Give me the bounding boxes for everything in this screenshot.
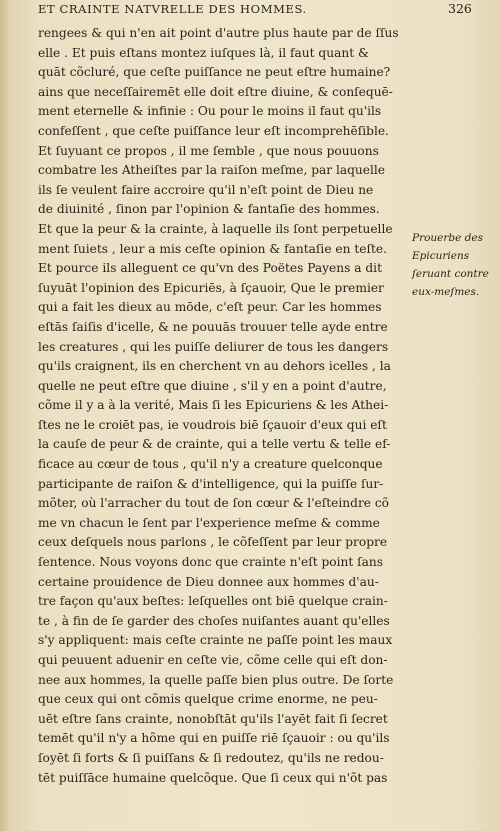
text-line: participante de raiſon & d'intelligence, qui la puiſſe ſur- [38,476,384,491]
text-line: uēt eſtre ſans crainte, nonobſtāt qu'ils l'ayēt fait ſi ſecret [38,711,388,726]
text-line: qui peuuent aduenir en ceſte vie, cõme celle qui eſt don- [38,653,388,667]
margin-note-line-2: Epicuriens [412,250,470,262]
text-line: ains que neceſſairemēt elle doit eſtre diuine, & conſequē- [38,84,393,99]
text-line: nee aux hommes, la quelle paſſe bien plus outre. De ſorte [38,672,394,687]
text-line: qu'ils craignent, ils en cherchent vn au dehors icelles , la [38,359,391,374]
page-gutter-shadow [0,0,10,831]
text-line: quelle ne peut eſtre que diuine , s'il y en a point d'autre, [38,378,387,393]
text-line: ficace au cœur de tous , qu'il n'y a creature quelconque [38,457,383,472]
text-line: la cauſe de peur & de crainte, qui a telle vertu & telle ef- [38,437,391,452]
text-line: tēt puiſſāce humaine quelcõque. Que ſi ceux qui n'õt pas [38,770,388,785]
body-text [38,24,454,788]
page-number: 326 [448,1,472,16]
text-line: elle . Et puis eſtans montez iuſques là, il faut quant & [38,45,369,60]
text-line: ſentence. Nous voyons donc que crainte n'eſt point ſans [38,555,384,570]
text-line: me vn chacun le ſent par l'experience meſme & comme [38,515,380,530]
text-line: les creatures , qui les puiſſe deliurer de tous les dangers [38,339,389,354]
text-line: ſuyuāt l'opinion des Epicuriēs, à ſçauoir, Que le premier [38,280,384,295]
text-line: confeſſent , que ceſte puiſſance leur eſt incomprehēſible. [38,123,389,138]
text-line: de diuinité , ſinon par l'opinion & fantaſie des hommes. [38,202,380,217]
text-line: cõme il y a à la verité, Mais ſi les Epicuriens & les Athei- [38,398,389,413]
margin-note-line-4: eux-meſmes. [412,286,480,298]
text-line: temēt qu'il n'y a hõme qui en puiſſe riē ſçauoir : ou qu'ils [38,731,390,746]
margin-note-line-1: Prouerbe des [412,232,483,244]
text-line: te , à fin de ſe garder des choſes nuiſantes auant qu'elles [38,613,390,628]
text-line: Et que la peur & la crainte, à laquelle ils ſont perpetuelle [38,221,393,236]
text-line: eſtās ſaiſis d'icelle, & ne pouuās trouuer telle ayde entre [38,319,388,334]
text-line: s'y appliquent: mais ceſte crainte ne paſſe point les maux [38,633,393,648]
text-line: ceux deſquels nous parlons , le cõfeſſent par leur propre [38,535,388,550]
text-line: certaine prouidence de Dieu donnee aux hommes d'au- [38,574,379,589]
text-line: rengees & qui n'en ait point d'autre plus haute par de ſſus [38,26,399,40]
text-line: ſoyēt ſi forts & ſi puiſſans & ſi redoutez, qu'ils ne redou- [38,750,384,765]
text-line: ſtes ne le croiēt pas, ie voudrois biē ſçauoir d'eux qui eſt [38,417,387,432]
text-line: Et ſuyuant ce propos , il me ſemble , que nous pouuons [38,143,379,158]
text-line: ils ſe veulent faire accroire qu'il n'eſt point de Dieu ne [38,182,374,197]
text-line: qui a fait les dieux au mōde, c'eſt peur. Car les hommes [38,300,382,315]
margin-note-line-3: ſeruant contre [412,268,489,280]
text-line: combatre les Atheiſtes par la raiſon meſme, par laquelle [38,163,385,178]
text-line: tre façon qu'aux beſtes: leſquelles ont biē quelque crain- [38,594,388,609]
text-line: mõter, où l'arracher du tout de ſon cœur & l'eſteindre cõ [38,496,390,511]
running-head: ET CRAINTE NATVRELLE DES HOMMES. [38,2,307,16]
text-line: quāt cõcluré, que ceſte puiſſance ne peut eſtre humaine? [38,65,391,80]
bleed-through-ink [466,472,500,518]
text-line: ment eternelle & infinie : Ou pour le moins il faut qu'ils [38,104,382,119]
text-line: Et pource ils alleguent ce qu'vn des Poëtes Payens a dit [38,261,382,276]
text-line: que ceux qui ont cõmis quelque crime enorme, ne peu- [38,692,378,707]
text-line: ment ſuiets , leur a mis ceſte opinion & fantaſie en teſte. [38,241,387,256]
